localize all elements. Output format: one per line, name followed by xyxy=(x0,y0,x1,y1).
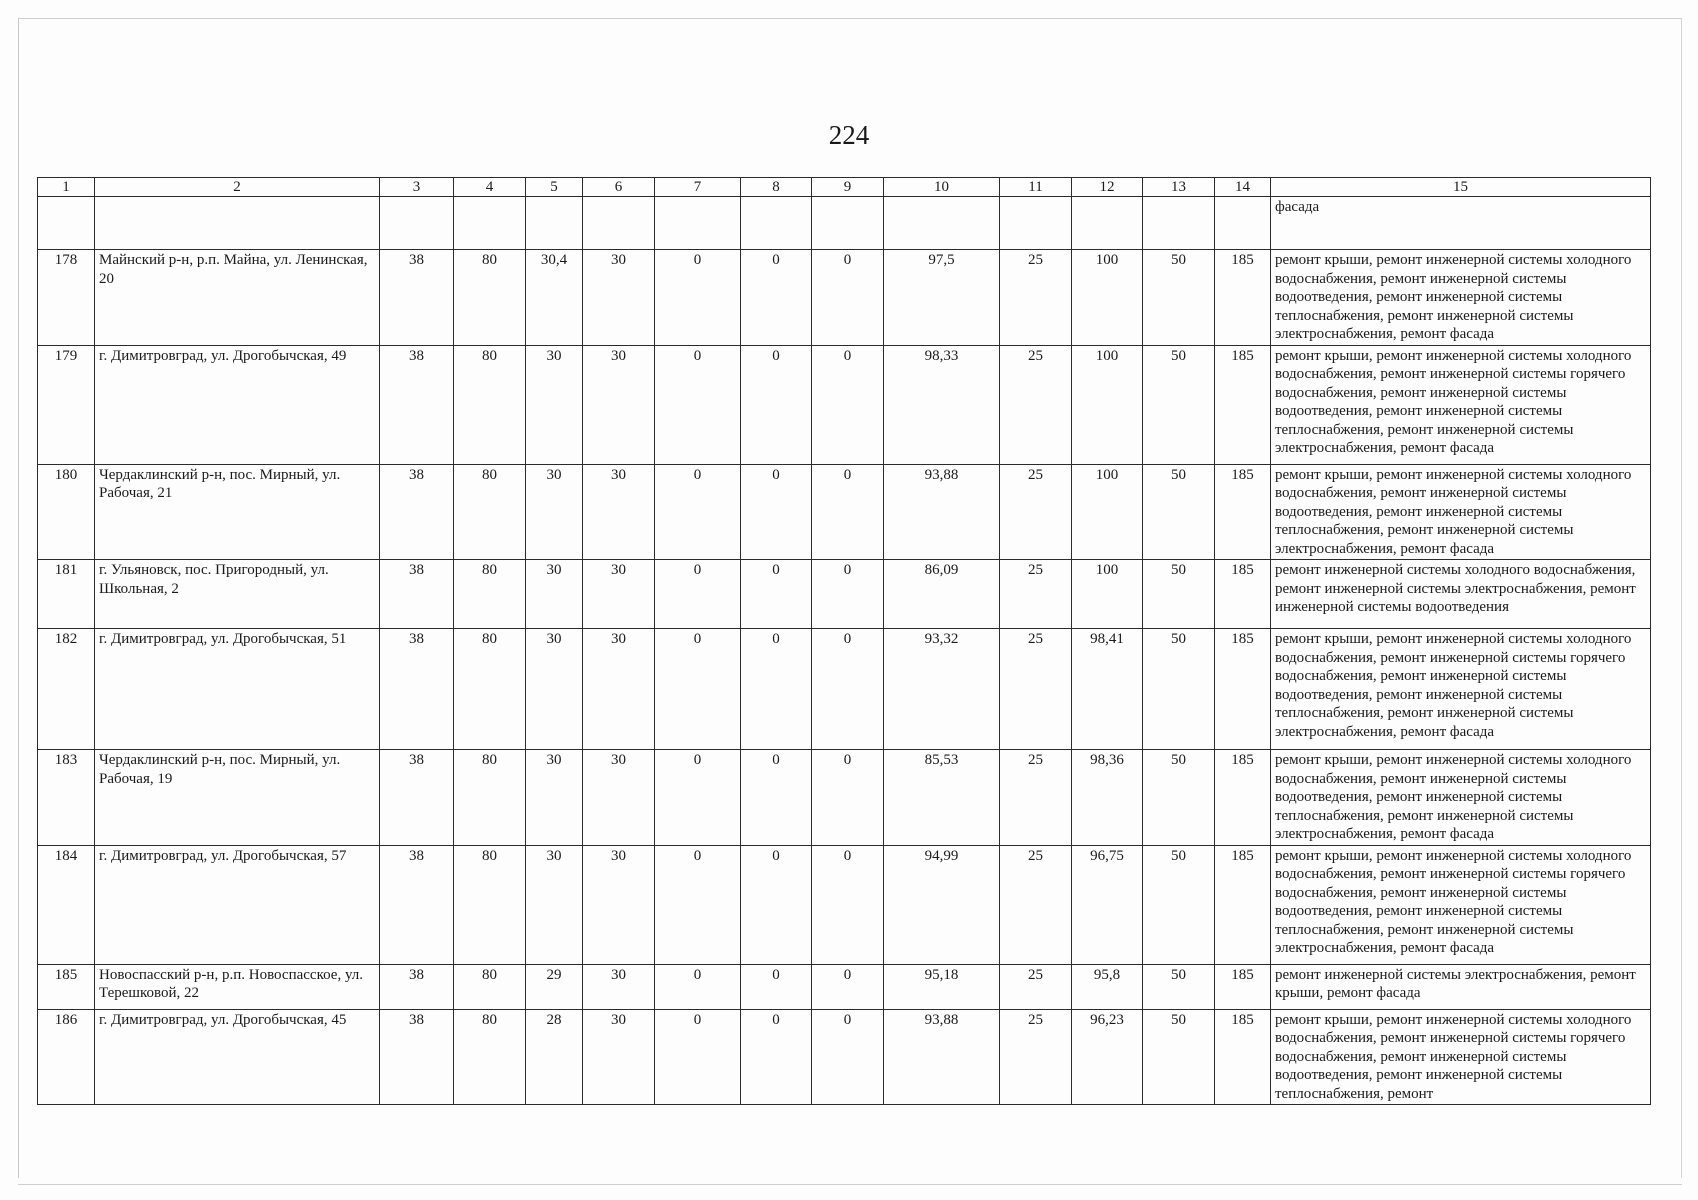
address-cell: г. Димитровград, ул. Дрогобычская, 57 xyxy=(95,845,380,964)
table-row xyxy=(38,964,1651,1009)
value-cell: 50 xyxy=(1143,464,1215,560)
value-cell: 98,33 xyxy=(884,345,1000,464)
value-cell: 95,18 xyxy=(884,964,1000,1009)
column-header: 8 xyxy=(741,178,812,197)
value-cell: 38 xyxy=(380,560,454,629)
value-cell: 0 xyxy=(741,629,812,750)
value-cell: 50 xyxy=(1143,560,1215,629)
column-header: 9 xyxy=(812,178,884,197)
repair-register-table xyxy=(37,177,1651,1105)
value-cell: 0 xyxy=(655,464,741,560)
value-cell: 93,88 xyxy=(884,464,1000,560)
value-cell: 30 xyxy=(526,345,583,464)
value-cell: 0 xyxy=(812,250,884,346)
value-cell: 80 xyxy=(454,964,526,1009)
value-cell: 94,99 xyxy=(884,845,1000,964)
value-cell: 100 xyxy=(1072,560,1143,629)
value-cell: 38 xyxy=(380,845,454,964)
table-row xyxy=(38,250,1651,346)
value-cell: 30 xyxy=(583,464,655,560)
table-row xyxy=(38,629,1651,750)
address-cell: г. Димитровград, ул. Дрогобычская, 51 xyxy=(95,629,380,750)
column-number-header xyxy=(38,178,1651,197)
value-cell: 30 xyxy=(583,750,655,846)
value-cell: 0 xyxy=(655,1009,741,1105)
row-number-cell: 179 xyxy=(38,345,95,464)
works-cell: фасада xyxy=(1271,197,1651,250)
value-cell: 0 xyxy=(812,560,884,629)
value-cell: 38 xyxy=(380,250,454,346)
address-cell: г. Ульяновск, пос. Пригородный, ул. Школьная, 2 xyxy=(95,560,380,629)
value-cell: 38 xyxy=(380,750,454,846)
column-header: 15 xyxy=(1271,178,1651,197)
address-cell: г. Димитровград, ул. Дрогобычская, 49 xyxy=(95,345,380,464)
column-header: 2 xyxy=(95,178,380,197)
value-cell: 100 xyxy=(1072,345,1143,464)
value-cell: 0 xyxy=(741,464,812,560)
value-cell: 50 xyxy=(1143,964,1215,1009)
column-header: 11 xyxy=(1000,178,1072,197)
value-cell: 80 xyxy=(454,845,526,964)
value-cell: 80 xyxy=(454,629,526,750)
value-cell: 0 xyxy=(655,345,741,464)
works-cell: ремонт инженерной системы холодного водоснабжения, ремонт инженерной системы электроснабжения, ремонт инженерной системы водоотведения xyxy=(1271,560,1651,629)
column-header: 5 xyxy=(526,178,583,197)
value-cell: 97,5 xyxy=(884,250,1000,346)
value-cell: 80 xyxy=(454,560,526,629)
value-cell: 30 xyxy=(583,845,655,964)
value-cell: 0 xyxy=(655,629,741,750)
value-cell: 50 xyxy=(1143,345,1215,464)
value-cell: 50 xyxy=(1143,845,1215,964)
works-cell: ремонт крыши, ремонт инженерной системы холодного водоснабжения, ремонт инженерной системы горячего водоснабжения, ремонт инженерной системы водоотведения, ремонт инженерной системы теплоснабжения, ремонт инженерной системы электроснабжения, ремонт фасада xyxy=(1271,345,1651,464)
value-cell: 0 xyxy=(741,1009,812,1105)
works-cell: ремонт инженерной системы электроснабжения, ремонт крыши, ремонт фасада xyxy=(1271,964,1651,1009)
value-cell: 30 xyxy=(526,845,583,964)
works-cell: ремонт крыши, ремонт инженерной системы холодного водоснабжения, ремонт инженерной системы горячего водоснабжения, ремонт инженерной системы водоотведения, ремонт инженерной системы теплоснабжения, ремонт xyxy=(1271,1009,1651,1105)
works-cell: ремонт крыши, ремонт инженерной системы холодного водоснабжения, ремонт инженерной системы горячего водоснабжения, ремонт инженерной системы водоотведения, ремонт инженерной системы теплоснабжения, ремонт инженерной системы электроснабжения, ремонт фасада xyxy=(1271,845,1651,964)
row-number-cell: 185 xyxy=(38,964,95,1009)
value-cell: 25 xyxy=(1000,345,1072,464)
value-cell: 0 xyxy=(741,845,812,964)
column-header: 6 xyxy=(583,178,655,197)
value-cell: 80 xyxy=(454,345,526,464)
value-cell: 0 xyxy=(812,464,884,560)
scan-border-left xyxy=(18,18,19,1178)
value-cell: 185 xyxy=(1215,750,1271,846)
value-cell: 29 xyxy=(526,964,583,1009)
value-cell: 98,36 xyxy=(1072,750,1143,846)
table-row xyxy=(38,560,1651,629)
value-cell: 185 xyxy=(1215,464,1271,560)
value-cell: 30 xyxy=(583,1009,655,1105)
value-cell: 0 xyxy=(812,845,884,964)
value-cell: 30 xyxy=(583,250,655,346)
table-row xyxy=(38,750,1651,846)
value-cell: 50 xyxy=(1143,750,1215,846)
works-cell: ремонт крыши, ремонт инженерной системы холодного водоснабжения, ремонт инженерной системы водоотведения, ремонт инженерной системы теплоснабжения, ремонт инженерной системы электроснабжения, ремонт фасада xyxy=(1271,750,1651,846)
table-row xyxy=(38,464,1651,560)
value-cell: 25 xyxy=(1000,629,1072,750)
scan-border-right xyxy=(1681,18,1682,1178)
value-cell: 0 xyxy=(812,964,884,1009)
works-cell: ремонт крыши, ремонт инженерной системы холодного водоснабжения, ремонт инженерной системы горячего водоснабжения, ремонт инженерной системы водоотведения, ремонт инженерной системы теплоснабжения, ремонт инженерной системы электроснабжения, ремонт фасада xyxy=(1271,629,1651,750)
value-cell: 30,4 xyxy=(526,250,583,346)
value-cell: 96,75 xyxy=(1072,845,1143,964)
value-cell: 93,88 xyxy=(884,1009,1000,1105)
value-cell: 0 xyxy=(741,560,812,629)
value-cell: 185 xyxy=(1215,1009,1271,1105)
column-header: 12 xyxy=(1072,178,1143,197)
value-cell: 38 xyxy=(380,629,454,750)
value-cell: 80 xyxy=(454,464,526,560)
value-cell: 80 xyxy=(454,750,526,846)
value-cell: 50 xyxy=(1143,629,1215,750)
value-cell: 30 xyxy=(583,560,655,629)
value-cell: 86,09 xyxy=(884,560,1000,629)
column-header: 3 xyxy=(380,178,454,197)
row-number-cell: 182 xyxy=(38,629,95,750)
column-header: 14 xyxy=(1215,178,1271,197)
value-cell: 30 xyxy=(583,629,655,750)
value-cell: 0 xyxy=(741,964,812,1009)
value-cell: 185 xyxy=(1215,845,1271,964)
value-cell: 30 xyxy=(583,345,655,464)
address-cell: Майнский р-н, р.п. Майна, ул. Ленинская, 20 xyxy=(95,250,380,346)
row-number-cell: 184 xyxy=(38,845,95,964)
address-cell: Новоспасский р-н, р.п. Новоспасское, ул. Терешковой, 22 xyxy=(95,964,380,1009)
value-cell: 95,8 xyxy=(1072,964,1143,1009)
row-number-cell: 180 xyxy=(38,464,95,560)
value-cell: 0 xyxy=(741,750,812,846)
column-header: 4 xyxy=(454,178,526,197)
table-row xyxy=(38,345,1651,464)
value-cell: 25 xyxy=(1000,845,1072,964)
value-cell: 185 xyxy=(1215,629,1271,750)
column-header: 7 xyxy=(655,178,741,197)
row-number-cell: 183 xyxy=(38,750,95,846)
works-cell: ремонт крыши, ремонт инженерной системы холодного водоснабжения, ремонт инженерной системы водоотведения, ремонт инженерной системы теплоснабжения, ремонт инженерной системы электроснабжения, ремонт фасада xyxy=(1271,250,1651,346)
value-cell: 0 xyxy=(812,1009,884,1105)
value-cell: 185 xyxy=(1215,964,1271,1009)
value-cell: 30 xyxy=(526,464,583,560)
value-cell: 0 xyxy=(812,750,884,846)
value-cell: 25 xyxy=(1000,964,1072,1009)
value-cell: 185 xyxy=(1215,560,1271,629)
works-cell: ремонт крыши, ремонт инженерной системы холодного водоснабжения, ремонт инженерной системы водоотведения, ремонт инженерной системы теплоснабжения, ремонт инженерной системы электроснабжения, ремонт фасада xyxy=(1271,464,1651,560)
value-cell: 0 xyxy=(741,250,812,346)
table-row xyxy=(38,1009,1651,1105)
value-cell: 0 xyxy=(655,560,741,629)
continuation-row xyxy=(38,197,1651,250)
scan-border-top xyxy=(18,18,1682,19)
value-cell: 185 xyxy=(1215,345,1271,464)
row-number-cell: 186 xyxy=(38,1009,95,1105)
value-cell: 80 xyxy=(454,250,526,346)
column-header: 1 xyxy=(38,178,95,197)
column-header: 13 xyxy=(1143,178,1215,197)
value-cell: 100 xyxy=(1072,250,1143,346)
value-cell: 38 xyxy=(380,345,454,464)
value-cell: 50 xyxy=(1143,1009,1215,1105)
value-cell: 0 xyxy=(812,345,884,464)
value-cell: 38 xyxy=(380,1009,454,1105)
value-cell: 0 xyxy=(741,345,812,464)
value-cell: 38 xyxy=(380,464,454,560)
value-cell: 93,32 xyxy=(884,629,1000,750)
value-cell: 30 xyxy=(526,560,583,629)
value-cell: 100 xyxy=(1072,464,1143,560)
value-cell: 25 xyxy=(1000,464,1072,560)
value-cell: 96,23 xyxy=(1072,1009,1143,1105)
value-cell: 38 xyxy=(380,964,454,1009)
value-cell: 28 xyxy=(526,1009,583,1105)
value-cell: 25 xyxy=(1000,750,1072,846)
address-cell: Чердаклинский р-н, пос. Мирный, ул. Рабочая, 19 xyxy=(95,750,380,846)
value-cell: 30 xyxy=(526,629,583,750)
value-cell: 0 xyxy=(655,964,741,1009)
row-number-cell: 181 xyxy=(38,560,95,629)
value-cell: 0 xyxy=(655,845,741,964)
value-cell: 30 xyxy=(583,964,655,1009)
column-header: 10 xyxy=(884,178,1000,197)
page-number: 224 xyxy=(828,120,870,150)
value-cell: 80 xyxy=(454,1009,526,1105)
value-cell: 85,53 xyxy=(884,750,1000,846)
address-cell: Чердаклинский р-н, пос. Мирный, ул. Рабочая, 21 xyxy=(95,464,380,560)
value-cell: 0 xyxy=(655,750,741,846)
value-cell: 25 xyxy=(1000,250,1072,346)
table-row xyxy=(38,845,1651,964)
value-cell: 0 xyxy=(812,629,884,750)
scan-border-bottom xyxy=(18,1184,1682,1185)
value-cell: 0 xyxy=(655,250,741,346)
value-cell: 25 xyxy=(1000,560,1072,629)
value-cell: 50 xyxy=(1143,250,1215,346)
value-cell: 25 xyxy=(1000,1009,1072,1105)
address-cell: г. Димитровград, ул. Дрогобычская, 45 xyxy=(95,1009,380,1105)
row-number-cell: 178 xyxy=(38,250,95,346)
value-cell: 185 xyxy=(1215,250,1271,346)
value-cell: 98,41 xyxy=(1072,629,1143,750)
value-cell: 30 xyxy=(526,750,583,846)
